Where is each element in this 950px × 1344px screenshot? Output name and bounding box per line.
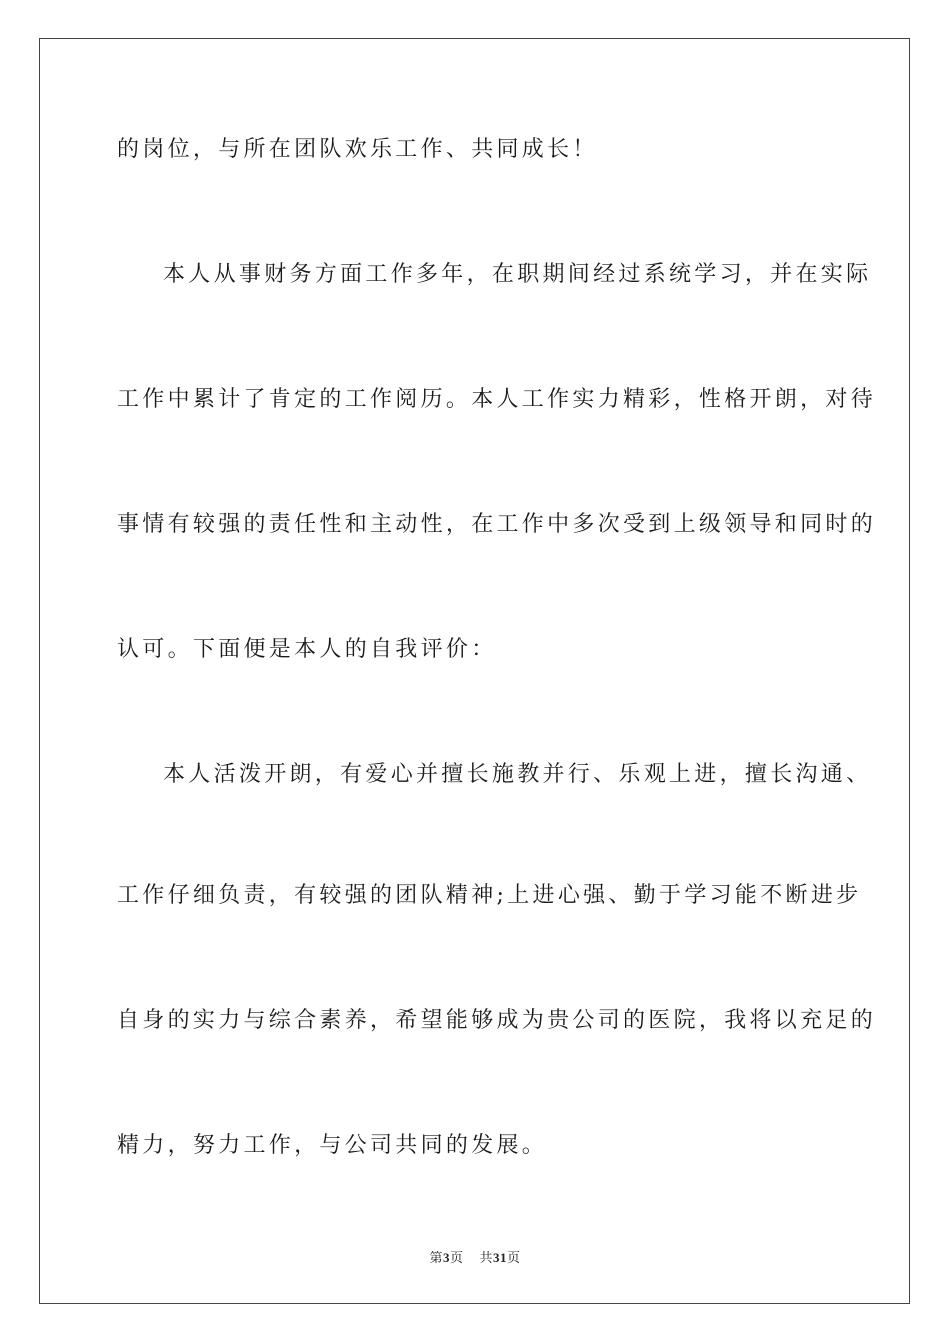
body-line-8: 自身的实力与综合素养，希望能够成为贵公司的医院，我将以充足的	[117, 1008, 877, 1033]
footer-page-prefix: 第	[429, 1250, 443, 1265]
body-line-5: 认可。下面便是本人的自我评价：	[117, 637, 497, 662]
body-line-4: 事情有较强的责任性和主动性，在工作中多次受到上级领导和同时的	[117, 512, 877, 537]
page-footer	[0, 1247, 950, 1266]
footer-total-prefix: 共	[479, 1250, 494, 1265]
page-frame	[39, 38, 910, 1304]
footer-total-pages: 31	[493, 1250, 508, 1265]
body-line-9: 精力，努力工作，与公司共同的发展。	[117, 1133, 548, 1158]
body-line-1: 的岗位，与所在团队欢乐工作、共同成长！	[117, 137, 598, 162]
body-line-6: 本人活泼开朗，有爱心并擅长施教并行、乐观上进，擅长沟通、	[163, 762, 872, 787]
footer-page-number: 3	[442, 1250, 450, 1265]
footer-total-suffix: 页	[507, 1250, 521, 1265]
body-line-2: 本人从事财务方面工作多年，在职期间经过系统学习，并在实际	[163, 262, 872, 287]
body-line-3: 工作中累计了肯定的工作阅历。本人工作实力精彩，性格开朗，对待	[117, 387, 877, 412]
body-line-7: 工作仔细负责，有较强的团队精神;上进心强、勤于学习能不断进步	[117, 883, 862, 908]
footer-page-suffix: 页	[449, 1250, 464, 1265]
